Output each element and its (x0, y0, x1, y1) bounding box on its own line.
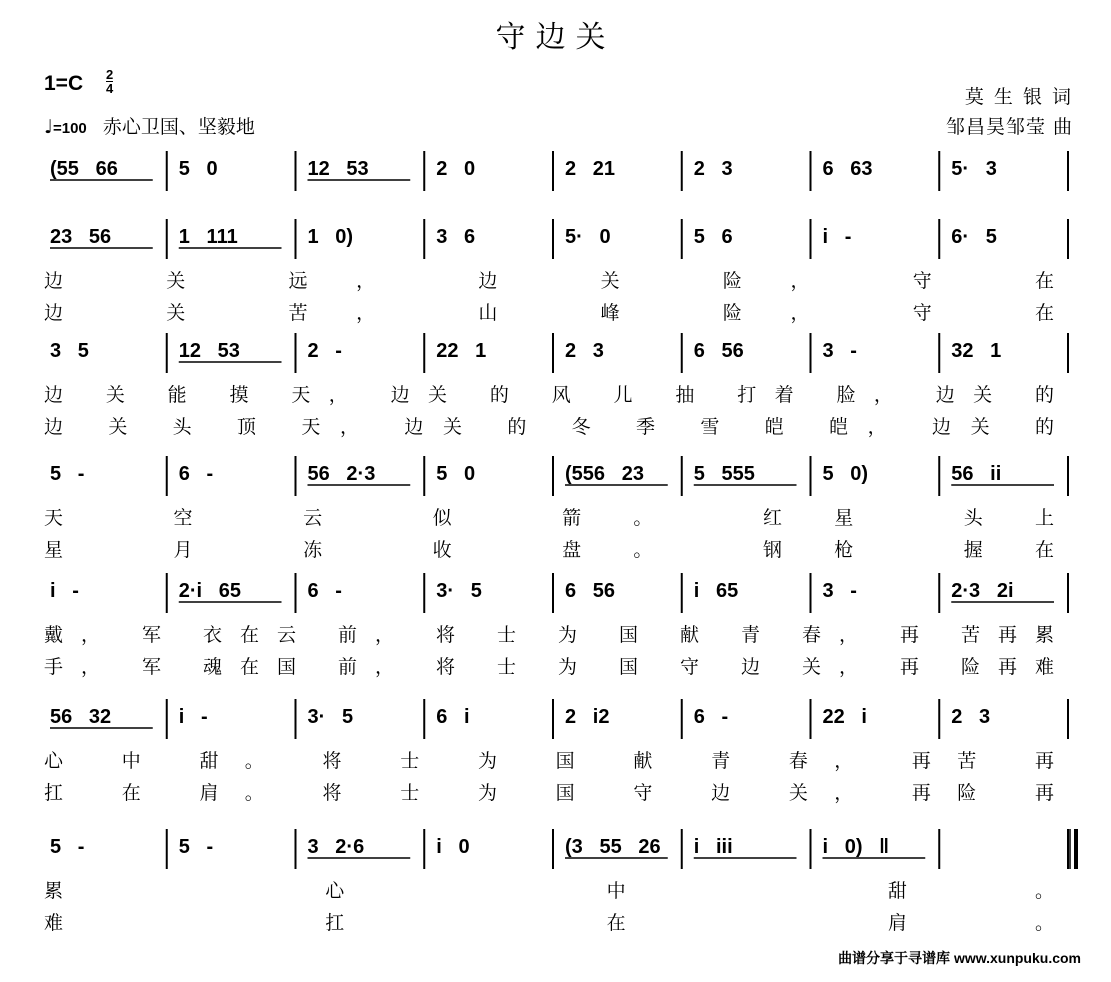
measure: 5 - (50, 836, 85, 858)
measure: 56 32 (50, 706, 112, 728)
measure: 5 0 (178, 158, 218, 180)
lyric-verse2: 边 关 苦， 山 峰 险， 守 在 (44, 302, 1054, 324)
measure: 23 56 (50, 226, 112, 248)
lyric-verse1: 边 关 远， 边 关 险， 守 在 (44, 270, 1054, 292)
measure: 5· 0 (565, 226, 611, 248)
measure: 3 - (822, 340, 857, 362)
measure: 32 1 (951, 340, 1002, 362)
measure: 6 56 (693, 340, 744, 362)
lyric-verse1: 戴， 军 衣在云 前， 将 士 为 国 献 青 春， 再 苦再累 (44, 624, 1054, 646)
measure: 6 63 (822, 158, 873, 180)
measure: 5 - (50, 463, 85, 485)
measure: 2 21 (565, 158, 616, 180)
measure: 6 - (307, 580, 342, 602)
measure: 1 111 (178, 226, 238, 248)
lyric-verse1: 边 关 能 摸 天， 边关 的 风 儿 抽 打着 脸， 边关 的 (44, 384, 1055, 406)
measure: 3 5 (50, 340, 89, 362)
tempo-value: =100 (52, 120, 87, 137)
measure: i 0) ‖ (822, 836, 890, 858)
expression-text: 赤心卫国、坚毅地 (102, 116, 255, 138)
measure: 5 - (178, 836, 214, 858)
site-watermark: 曲谱分享于寻谱库 www.xunpuku.com (838, 950, 1081, 966)
lyric-verse2: 边 关 头 顶 天， 边关 的 冬 季 雪 皑 皑， 边关 的 (44, 416, 1055, 438)
measure: 56 ii (951, 463, 1002, 485)
measure: i iii (693, 836, 733, 858)
song-title: 守边关 (495, 20, 616, 55)
measure: 2 3 (565, 340, 604, 362)
measure: 6 - (178, 463, 214, 485)
composer-credit: 邹昌昊邹莹 曲 (945, 116, 1073, 138)
measure: 5 0 (436, 463, 476, 485)
measure: 3 2·6 (307, 836, 365, 858)
measure: 2 i2 (565, 706, 610, 728)
measure: 2 3 (951, 706, 991, 728)
measure: 5 555 (693, 463, 755, 485)
measure: 6· 5 (951, 226, 997, 248)
measure: 2·3 2i (951, 580, 1014, 602)
measure: 22 i (822, 706, 867, 728)
measure: 6 56 (565, 580, 616, 602)
measure: i 0 (436, 836, 470, 858)
lyric-verse2: 扛 在 肩。 将 士 为 国 守 边 关， 再险 再 (44, 782, 1054, 804)
time-signature: $\frac{2}{4}$ (106, 67, 114, 96)
measure: i - (178, 706, 208, 728)
measure: (3 55 26 (565, 836, 661, 858)
quarter-note-icon: ♩ (44, 116, 53, 138)
measure: 5· 3 (951, 158, 997, 180)
measure: 5 6 (693, 226, 733, 248)
measure: i 65 (693, 580, 739, 602)
measure: 6 - (693, 706, 729, 728)
measure: 12 53 (178, 340, 240, 362)
measure: 56 2·3 (307, 463, 376, 485)
measure: 3· 5 (436, 580, 482, 602)
measure: 3 - (822, 580, 857, 602)
measure: 12 53 (307, 158, 369, 180)
lyric-verse2: 难 扛 在 肩。 (44, 912, 1054, 934)
measure: i - (50, 580, 79, 602)
measure: 1 0) (307, 226, 354, 248)
measure: 2·i 65 (178, 580, 242, 602)
measure: 22 1 (436, 340, 487, 362)
measure: 2 - (307, 340, 342, 362)
lyric-verse1: 累 心 中 甜。 (44, 880, 1054, 902)
measure: 3· 5 (307, 706, 354, 728)
key-label: 1=C (44, 72, 84, 95)
lyric-verse2: 手， 军 魂在国 前， 将 士 为 国 守 边 关， 再 险再难 (44, 656, 1054, 678)
lyric-verse2: 星 月 冻 收 盘。 钢枪 握在 (44, 539, 1054, 561)
measure: 6 i (436, 706, 470, 728)
measure: 5 0) (822, 463, 869, 485)
measure: 2 3 (693, 158, 733, 180)
lyric-verse1: 天 空 云 似 箭。 红星 头上 (44, 507, 1054, 529)
measure: 2 0 (436, 158, 476, 180)
measure: (55 66 (50, 158, 118, 180)
lyricist-credit: 莫 生 银 词 (964, 86, 1073, 108)
lyric-verse1: 心 中 甜。 将 士 为 国 献 青 春， 再苦 再 (44, 750, 1054, 772)
measure: i - (822, 226, 852, 248)
measure: (556 23 (565, 463, 644, 485)
measure: 3 6 (436, 226, 476, 248)
